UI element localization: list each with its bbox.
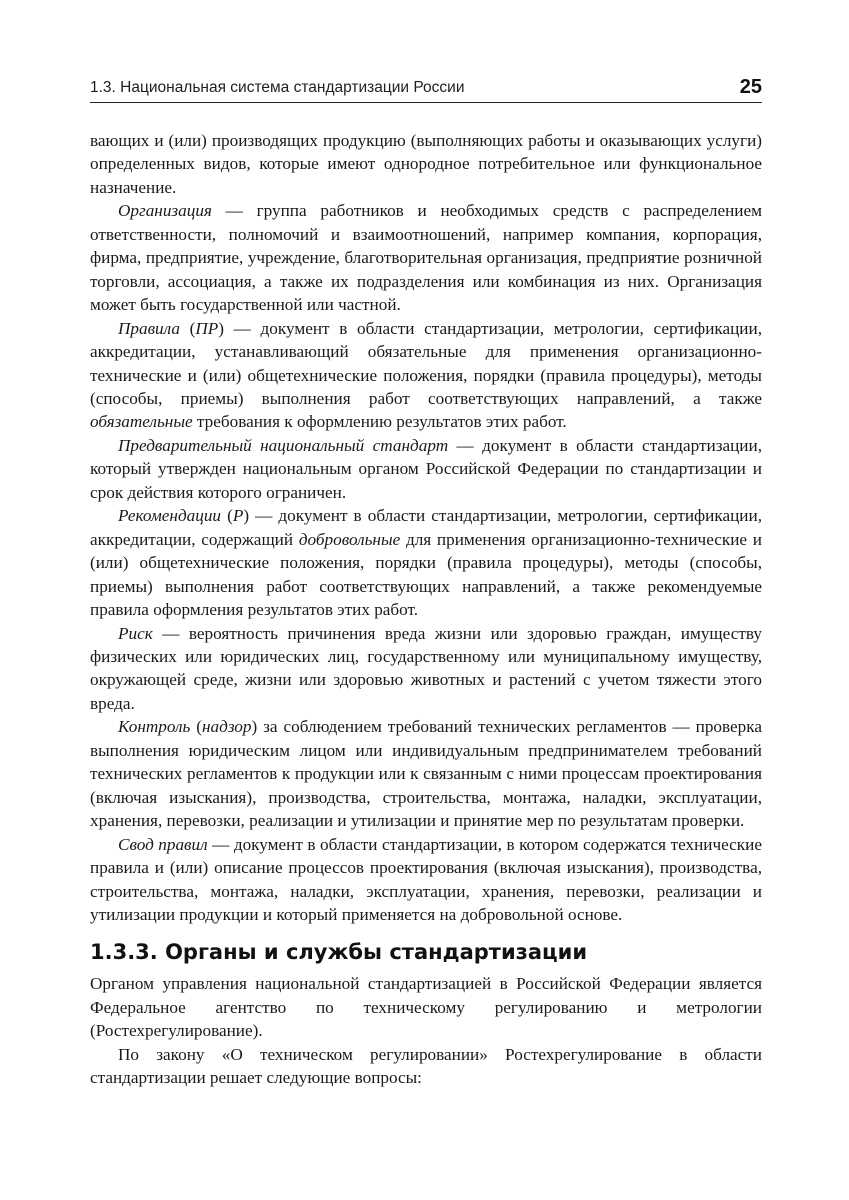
section-paragraph: По закону «О техническом регулировании» Ростехрегулирование в области стандартизации решает следующие вопросы: — [90, 1044, 762, 1088]
definition-text: — документ в области стандартизации, в котором содержатся технические правила и (или) описание процессов проектирования (включая изыскания), производства, строительства, монтажа, наладки, эксплуатации, хранения, перевозки, реализации и утилизации продукции и который применяется на добровольной основе. — [90, 834, 762, 924]
section-heading: 1.3.3. Органы и службы стандартизации — [90, 940, 588, 965]
definition-organization — [90, 199, 762, 316]
emphasis-voluntary: добровольные — [298, 529, 401, 549]
definition-text: — группа работников и необходимых средств с распределением ответственности, полномочий и взаимоотношений, например компания, корпорация, фирма, предприятие, учреждение, благотворительная организация, предприятие розничной торговли, ассоциация, а также их подразделения или комбинация из них. Организация может быть государственной или частной. — [90, 201, 762, 315]
abbr-rules: ПР — [195, 318, 219, 338]
term-recommendations: Рекомендации — [118, 506, 222, 526]
term-rules: Правила — [118, 318, 180, 338]
running-header — [90, 74, 762, 103]
term-preliminary-standard: Предварительный национальный стандарт — [118, 435, 449, 455]
definition-text: ) за соблюдением требований технических регламентов — проверка выполнения юридическим лицом или индивидуальным предпринимателем требований технических регламентов к продукции или к связанным с ними процессам проектирования (включая изыскания), производства, строительства, монтажа, наладки, эксплуатации, хранения, перевозки, реализации и утилизации и принятие мер по результатам проверки. — [90, 717, 762, 831]
page-body — [90, 129, 762, 1090]
definition-text: — документ в области стандартизации, который утвержден национальным органом Российской Федерации по стандартизации и срок действия которого ограничен. — [90, 435, 762, 502]
term-risk: Риск — [118, 623, 153, 643]
definition-text: ) — документ в области стандартизации, метрологии, сертификации, аккредитации, содержащий — [90, 506, 762, 549]
definition-risk — [90, 622, 762, 716]
term-supervision: надзор — [202, 717, 252, 737]
term-code-of-rules: Свод правил — [118, 834, 208, 854]
term-organization: Организация — [118, 201, 212, 221]
abbr-recommendations: Р — [232, 506, 244, 526]
definition-rules: Правила (ПР) — документ в области стандартизации, метрологии, сертификации, аккредитации, устанавливающий обязательные для применения организационно-технические и (или) общетехнические положения, порядки (правила процедуры), методы (способы, приемы) выполнения работ соответствующих направлений, а также обязательные требования к оформлению результатов этих работ. — [90, 318, 762, 432]
running-header-title: 1.3. Национальная система стандартизации России — [90, 79, 465, 96]
definition-recommendations: Рекомендации (Р) — документ в области стандартизации, метрологии, сертификации, аккредитации, содержащий добровольные для применения организационно-технические и (или) общетехнические положения, порядки (правила процедуры), методы (способы, приемы) выполнения работ соответствующих направлений, а также рекомендуемые правила оформления результатов этих работ. — [90, 506, 762, 620]
emphasis-mandatory: обязательные — [90, 412, 193, 432]
definition-text: для применения организационно-технические и (или) общетехнические положения, порядки (правила процедуры), методы (способы, приемы) выполнения работ соответствующих направлений, а также рекомендуемые правила оформления результатов этих работ. — [90, 529, 762, 620]
paragraph-continuation: вающих и (или) производящих продукцию (выполняющих работы и оказывающих услуги) определенных видов, которые имеют однородное потребительное или функциональное назначение. — [90, 131, 762, 197]
page-number: 25 — [739, 76, 762, 98]
term-control: Контроль — [118, 717, 191, 737]
definition-code-of-rules — [90, 833, 762, 927]
definition-text: ) — документ в области стандартизации, метрологии, сертификации, аккредитации, устанавливающий обязательные для применения организационно-технические и (или) общетехнические положения, порядки (правила процедуры), методы (способы, приемы) выполнения работ соответствующих направлений, а также — [90, 318, 762, 408]
definition-text: требования к оформлению результатов этих работ. — [192, 412, 567, 432]
section-paragraph: Органом управления национальной стандартизацией в Российской Федерации является Федеральное агентство по техническому регулированию и метрологии (Ростехрегулирование). — [90, 974, 762, 1041]
definition-text: — вероятность причинения вреда жизни или здоровью граждан, имуществу физических или юридических лиц, государственному или муниципальному имуществу, окружающей среде, жизни или здоровью животных и растений с учетом тяжести этого вреда. — [90, 623, 762, 713]
definition-preliminary-standard — [90, 434, 762, 504]
definition-control: Контроль (надзор) за соблюдением требований технических регламентов — проверка выполнения юридическим лицом или индивидуальным предпринимателем требований технических регламентов к продукции или к связанным с ними процессам проектирования (включая изыскания), производства, строительства, монтажа, наладки, эксплуатации, хранения, перевозки, реализации и утилизации и принятие мер по результатам проверки. — [90, 717, 762, 831]
